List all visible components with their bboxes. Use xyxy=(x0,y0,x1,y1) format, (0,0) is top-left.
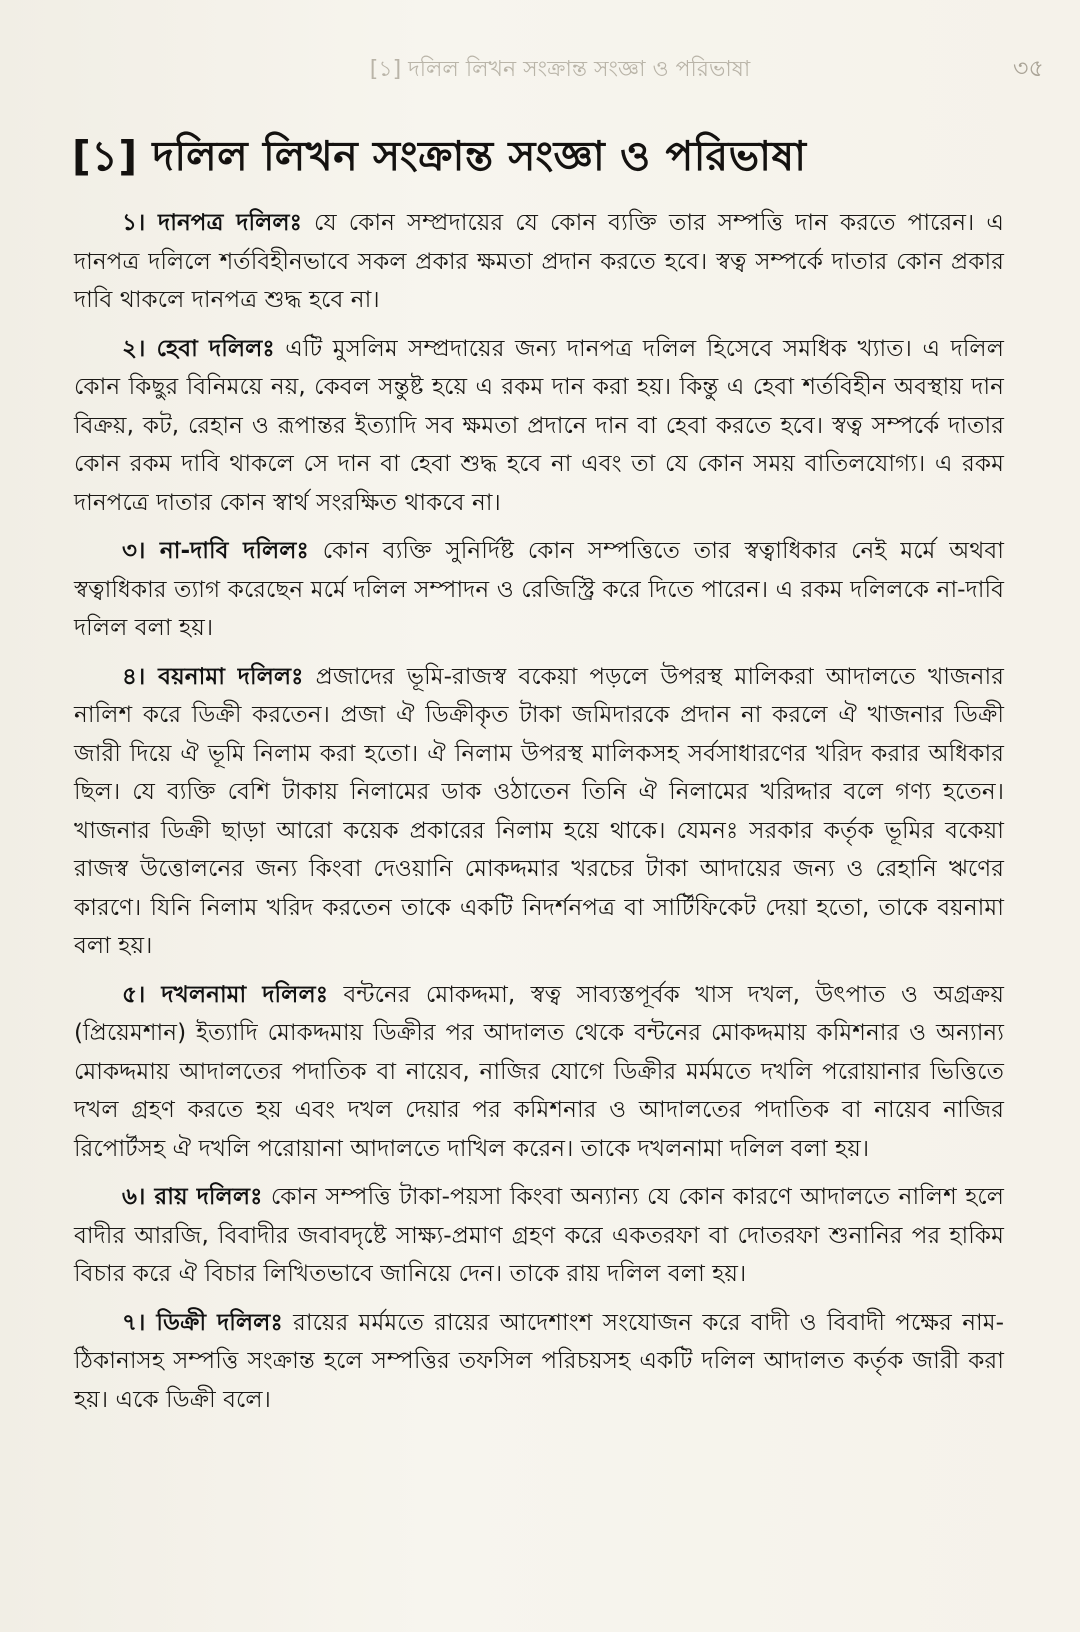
paragraph-boynama xyxy=(74,658,1004,966)
paragraph-text: রায়ের মর্মমতে রায়ের আদেশাংশ সংযোজন করে বাদী ও বিবাদী পক্ষের নাম-ঠিকানাসহ সম্পত্তি সংক্রান্ত হলে সম্পত্তির তফসিল পরিচয়সহ একটি দলিল আদালত কর্তৃক জারী করা হয়। একে ডিক্রী বলে। xyxy=(74,1308,1004,1413)
term-label: ৫। দখলনামা দলিলঃ xyxy=(122,980,329,1008)
paragraph-dakhalnama xyxy=(74,976,1004,1169)
term-label: ১। দানপত্র দলিলঃ xyxy=(122,209,303,236)
chapter-title: [১] দলিল লিখন সংক্রান্ত সংজ্ঞা ও পরিভাষা xyxy=(72,132,807,180)
paragraph-na-dabi xyxy=(74,532,1004,648)
paragraph-text: কোন ব্যক্তি সুনির্দিষ্ট কোন সম্পত্তিতে তার স্বত্বাধিকার নেই মর্মে অথবা স্বত্বাধিকার ত্যাগ করেছেন মর্মে দলিল সম্পাদন ও রেজিস্ট্রি করে দিতে পারেন। এ রকম দলিলকে না-দাবি দলিল বলা হয়। xyxy=(74,537,1004,641)
paragraph-text: বন্টনের মোকদ্দমা, স্বত্ব সাব্যস্তপূর্বক খাস দখল, উৎপাত ও অগ্রক্রয় (প্রিয়েমশান) ইত্যাদি মোকদ্দমায় ডিক্রীর পর আদালত থেকে বন্টনের মোকদ্দমায় কমিশনার ও অন্যান্য মোকদ্দমায় আদালতের পদাতিক বা নায়েব, নাজির যোগে ডিক্রীর মর্মমতে দখলি পরোয়ানার ভিত্তিতে দখল গ্রহণ করতে হয় এবং দখল দেয়ার পর কমিশনার ও আদালতের পদাতিক বা নায়েব নাজির রিপোর্টসহ ঐ দখলি পরোয়ানা আদালতে দাখিল করেন। তাকে দখলনামা দলিল বলা হয়। xyxy=(74,980,1004,1162)
paragraph-text: এটি মুসলিম সম্প্রদায়ের জন্য দানপত্র দলিল হিসেবে সমধিক খ্যাত। এ দলিল কোন কিছুর বিনিময়ে নয়, কেবল সন্তুষ্ট হয়ে এ রকম দান করা হয়। কিন্তু এ হেবা শর্তবিহীন অবস্থায় দান বিক্রয়, কট, রেহান ও রূপান্তর ইত্যাদি সব ক্ষমতা প্রদানে দান বা হেবা করতে হবে। স্বত্ব সম্পর্কে দাতার কোন রকম দাবি থাকলে সে দান বা হেবা শুদ্ধ হবে না এবং তা যে কোন সময় বাতিলযোগ্য। এ রকম দানপত্রে দাতার কোন স্বার্থ সংরক্ষিত থাকবে না। xyxy=(74,334,1004,516)
term-label: ৬। রায় দলিলঃ xyxy=(122,1183,263,1210)
page-number: ৩৫ xyxy=(1012,54,1044,82)
paragraph-text: কোন সম্পত্তি টাকা-পয়সা কিংবা অন্যান্য যে কোন কারণে আদালতে নালিশ হলে বাদীর আরজি, বিবাদীর জবাবদৃষ্টে সাক্ষ্য-প্রমাণ গ্রহণ করে একতরফা বা দোতরফা শুনানির পর হাকিম বিচার করে ঐ বিচার লিখিতভাবে জানিয়ে দেন। তাকে রায় দলিল বলা হয়। xyxy=(74,1183,1004,1287)
term-label: ৩। না-দাবি দলিলঃ xyxy=(122,537,309,564)
paragraph-heba xyxy=(74,330,1004,523)
paragraph-text: যে কোন সম্প্রদায়ের যে কোন ব্যক্তি তার সম্পত্তি দান করতে পারেন। এ দানপত্র দলিলে শর্তবিহীনভাবে সকল প্রকার ক্ষমতা প্রদান করতে হবে। স্বত্ব সম্পর্কে দাতার কোন প্রকার দাবি থাকলে দানপত্র শুদ্ধ হবে না। xyxy=(74,209,1004,313)
running-head: [১] দলিল লিখন সংক্রান্ত সংজ্ঞা ও পরিভাষা xyxy=(369,57,751,82)
paragraph-text: প্রজাদের ভূমি-রাজস্ব বকেয়া পড়লে উপরস্থ মালিকরা আদালতে খাজনার নালিশ করে ডিক্রী করতেন। প্রজা ঐ ডিক্রীকৃত টাকা জমিদারকে প্রদান না করলে ঐ খাজনার ডিক্রী জারী দিয়ে ঐ ভূমি নিলাম করা হতো। ঐ নিলাম উপরস্থ মালিকসহ সর্বসাধারণের খরিদ করার অধিকার ছিল। যে ব্যক্তি বেশি টাকায় নিলামের ডাক ওঠাতেন তিনি ঐ নিলামের খরিদ্দার বলে গণ্য হতেন। খাজনার ডিক্রী ছাড়া আরো কয়েক প্রকারের নিলাম হয়ে থাকে। যেমনঃ সরকার কর্তৃক ভূমির বকেয়া রাজস্ব উত্তোলনের জন্য কিংবা দেওয়ানি মোকদ্দমার খরচের টাকা আদায়ের জন্য ও রেহানি ঋণের কারণে। যিনি নিলাম খরিদ করতেন তাকে একটি নিদর্শনপত্র বা সার্টিফিকেট দেয়া হতো, তাকে বয়নামা বলা হয়। xyxy=(74,662,1004,959)
term-label: ৪। বয়নামা দলিলঃ xyxy=(122,662,304,690)
chapter-body xyxy=(74,204,1004,1429)
term-label: ২। হেবা দলিলঃ xyxy=(122,334,275,362)
paragraph-decree xyxy=(74,1304,1004,1420)
paragraph-ray xyxy=(74,1178,1004,1294)
paragraph-danpatra xyxy=(74,204,1004,320)
term-label: ৭। ডিক্রী দলিলঃ xyxy=(122,1308,283,1336)
